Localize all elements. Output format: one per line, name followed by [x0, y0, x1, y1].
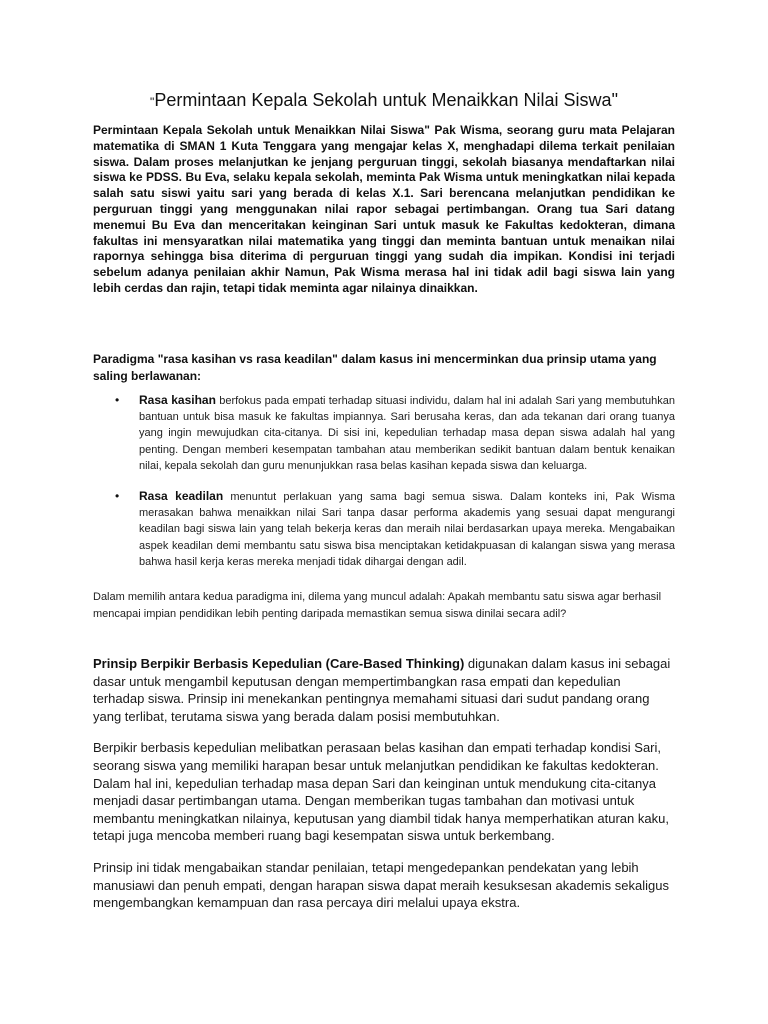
- document-title: [93, 88, 675, 112]
- bullet-text: menuntut perlakuan yang sama bagi semua siswa. Dalam konteks ini, Pak Wisma merasakan bahwa menaikkan nilai Sari tanpa dasar performa akademis yang sesuai dapat mengurangi keadilan bagi siswa lain yang telah bekerja keras dan meraih nilai berdasarkan upaya mereka. Mengabaikan aspek keadilan demi membantu satu siswa bisa menciptakan ketidakpuasan di kalangan siswa yang merasa bahwa hasil kerja keras mereka menjadi tidak dihargai dengan adil.: [139, 491, 676, 568]
- title-text: Permintaan Kepala Sekolah untuk Menaikkan Nilai Siswa": [154, 90, 618, 110]
- care-heading: Prinsip Berpikir Berbasis Kepedulian (Care-Based Thinking): [93, 656, 465, 671]
- care-intro-paragraph: [93, 655, 675, 725]
- care-based-section: [93, 655, 675, 926]
- care-paragraph-2: Berpikir berbasis kepedulian melibatkan perasaan belas kasihan dan empati terhadap kondisi Sari, seorang siswa yang memiliki harapan besar untuk melanjutkan pendidikan ke fakultas kedokteran. Dalam hal ini, kepedulian terhadap masa depan Sari dan keinginan untuk mendukung cita-citanya menjadi dasar pertimbangan utama. Dengan memberikan tugas tambahan dan motivasi untuk membantu meningkatkan nilainya, keputusan yang diambil tidak hanya memperhatikan aturan kaku, tetapi juga mencoba memberi ruang bagi kesempatan siswa untuk berkembang.: [93, 740, 669, 844]
- paradigm-bullet-list: [93, 392, 675, 570]
- title-opening-quote: ": [150, 95, 155, 109]
- bullet-text: berfokus pada empati terhadap situasi individu, dalam hal ini adalah Sari yang membutuhkan bantuan untuk bisa masuk ke fakultas impiannya. Sari berusaha keras, dan ada tekanan dari orang tuanya yang ingin mewujudkan cita-citanya. Di sisi ini, kepedulian terhadap masa depan siswa adalah hal yang penting. Dengan memberi kesempatan tambahan atau memberikan sedikit bantuan dalam bentuk kenaikan nilai, kepala sekolah dan guru menunjukkan rasa belas kasihan kepada siswa dan keluarga.: [139, 395, 675, 472]
- bullet-term: Rasa kasihan: [139, 393, 216, 407]
- dilemma-paragraph: Dalam memilih antara kedua paradigma ini, dilema yang muncul adalah: Apakah membantu satu siswa agar berhasil mencapai impian pendidikan lebih penting daripada memastikan semua siswa dinilai secara adil?: [93, 591, 662, 620]
- bullet-icon: •: [115, 489, 120, 504]
- paradigm-heading: Paradigma "rasa kasihan vs rasa keadilan" dalam kasus ini mencerminkan dua prinsip utama yang saling berlawanan:: [93, 352, 657, 383]
- care-paragraph-3: Prinsip ini tidak mengabaikan standar penilaian, tetapi mengedepankan pendekatan yang lebih manusiawi dan penuh empati, dengan harapan siswa dapat meraih kesuksesan akademis sekaligus mengembangkan kemampuan dan rasa percaya diri melalui upaya ekstra.: [93, 859, 669, 911]
- bullet-icon: •: [115, 393, 120, 407]
- bullet-term: Rasa keadilan: [139, 489, 224, 504]
- bullet-item-rasa-keadilan: [93, 488, 675, 570]
- intro-paragraph: Permintaan Kepala Sekolah untuk Menaikkan Nilai Siswa" Pak Wisma, seorang guru mata Pelajaran matematika di SMAN 1 Kuta Tenggara yang mengajar kelas X, menghadapi dilema terkait penilaian siswa. Dalam proses melanjutkan ke jenjang perguruan tinggi, sekolah biasanya mendaftarkan nilai siswa ke PDSS. Bu Eva, selaku kepala sekolah, meminta Pak Wisma untuk meningkatkan nilai kepada salah satu siswi yaitu sari yang berada di kelas X.1. Sari berencana melanjutkan pendidikan ke perguruan tinggi yang menggunakan nilai rapor sebagai pertimbangan. Orang tua Sari datang menemui Bu Eva dan menceritakan keinginan Sari untuk masuk ke Fakultas kedokteran, dimana fakultas ini mensyaratkan nilai matematika yang tinggi dan meminta bantuan untuk menaikan nilai rapornya sehingga bisa diterima di perguruan tinggi yang sudah dia impikan. Kondisi ini terjadi sebelum adanya penilaian akhir Namun, Pak Wisma merasa hal ini tidak adil bagi siswa lain yang lebih cerdas dan rajin, tetapi tidak meminta agar nilainya dinaikkan.: [93, 123, 675, 295]
- care-intro-text: digunakan dalam kasus ini sebagai dasar untuk mengambil keputusan dengan mempertimbangkan rasa empati dan kepedulian terhadap siswa. Prinsip ini menekankan pentingnya memahami situasi dari sudut pandang orang yang terlibat, terutama siswa yang berada dalam posisi membutuhkan.: [93, 656, 671, 724]
- bullet-item-rasa-kasihan: [93, 392, 675, 474]
